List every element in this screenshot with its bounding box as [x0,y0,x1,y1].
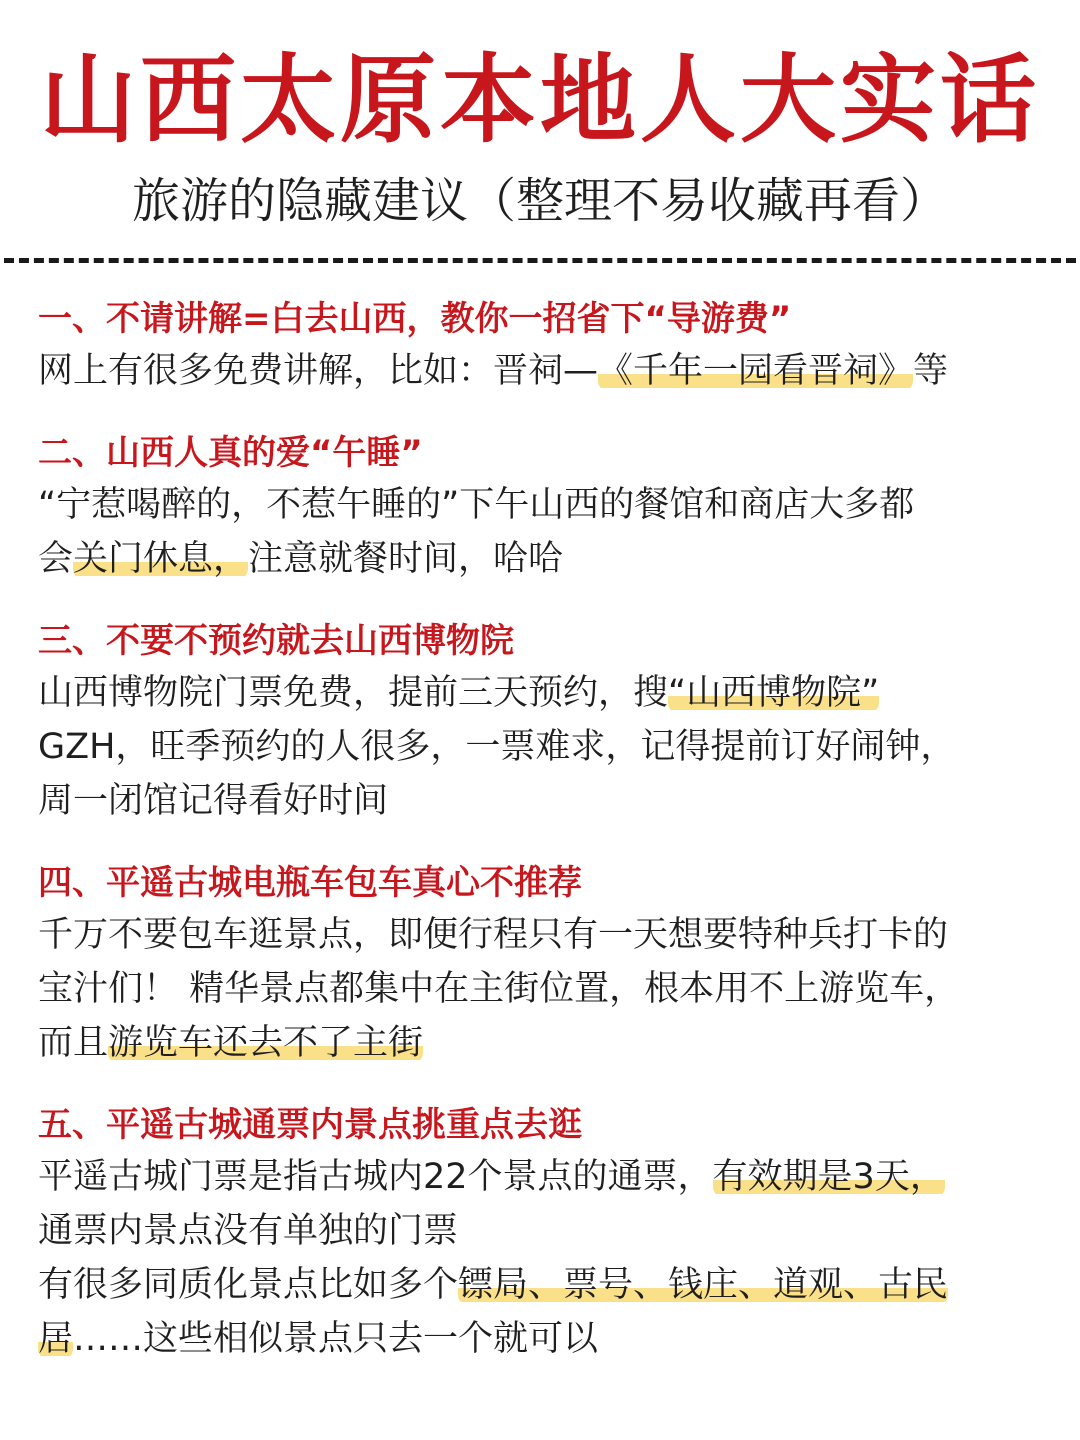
highlight: 有效期是3天， [712,1157,945,1197]
page-title: 山西太原本地人大实话 [40,44,1040,156]
highlight: 游览车还去不了主街 [108,1023,424,1063]
section-5 [38,1100,1048,1366]
dashed-divider [4,258,1076,263]
page-subtitle: 旅游的隐藏建议（整理不易收藏再看） [131,173,948,229]
section-3 [38,616,1048,828]
highlight: “山西博物院” [668,673,880,713]
body-line: 周一闭馆记得看好时间 [38,781,389,821]
highlight: 《千年一园看晋祠》 [598,351,914,391]
section-heading: 一、不请讲解=白去山西，教你一招省下“导游费” [38,299,792,339]
body-line: 会关门休息，注意就餐时间，哈哈 [38,539,564,579]
highlight: 关门休息， [73,539,249,579]
highlight: 镖局、票号、钱庄、道观、古民 [458,1265,949,1305]
section-heading: 四、平遥古城电瓶车包车真心不推荐 [38,863,582,903]
section-2 [38,428,1048,586]
section-4 [38,858,1048,1070]
body-line: 平遥古城门票是指古城内22个景点的通票，有效期是3天， [38,1157,945,1197]
body-line: 有很多同质化景点比如多个镖局、票号、钱庄、道观、古民 [38,1265,949,1305]
section-heading: 三、不要不预约就去山西博物院 [38,621,514,661]
section-body [38,344,1048,398]
body-line: 通票内景点没有单独的门票 [38,1211,459,1251]
section-body [38,908,1048,1070]
body-line: 居……这些相似景点只去一个就可以 [38,1319,599,1359]
body-line: 网上有很多免费讲解，比如：晋祠—《千年一园看晋祠》等 [38,351,949,391]
body-line: “宁惹喝醉的，不惹午睡的”下午山西的餐馆和商店大多都 [38,485,915,525]
section-heading: 五、平遥古城通票内景点挑重点去逛 [38,1105,582,1145]
section-body [38,478,1048,586]
section-body [38,1150,1048,1366]
body-line: 宝汁们！ 精华景点都集中在主街位置，根本用不上游览车， [38,969,960,1009]
section-body [38,666,1048,828]
body-line: 千万不要包车逛景点，即便行程只有一天想要特种兵打卡的 [38,915,949,955]
section-1 [38,294,1048,398]
highlight: 居 [38,1319,74,1359]
body-line: 山西博物院门票免费，提前三天预约，搜“山西博物院” [38,673,880,713]
section-heading: 二、山西人真的爱“午睡” [38,433,423,473]
body-line: 而且游览车还去不了主街 [38,1023,424,1063]
body-line: GZH，旺季预约的人很多，一票难求，记得提前订好闹钟， [38,727,956,767]
